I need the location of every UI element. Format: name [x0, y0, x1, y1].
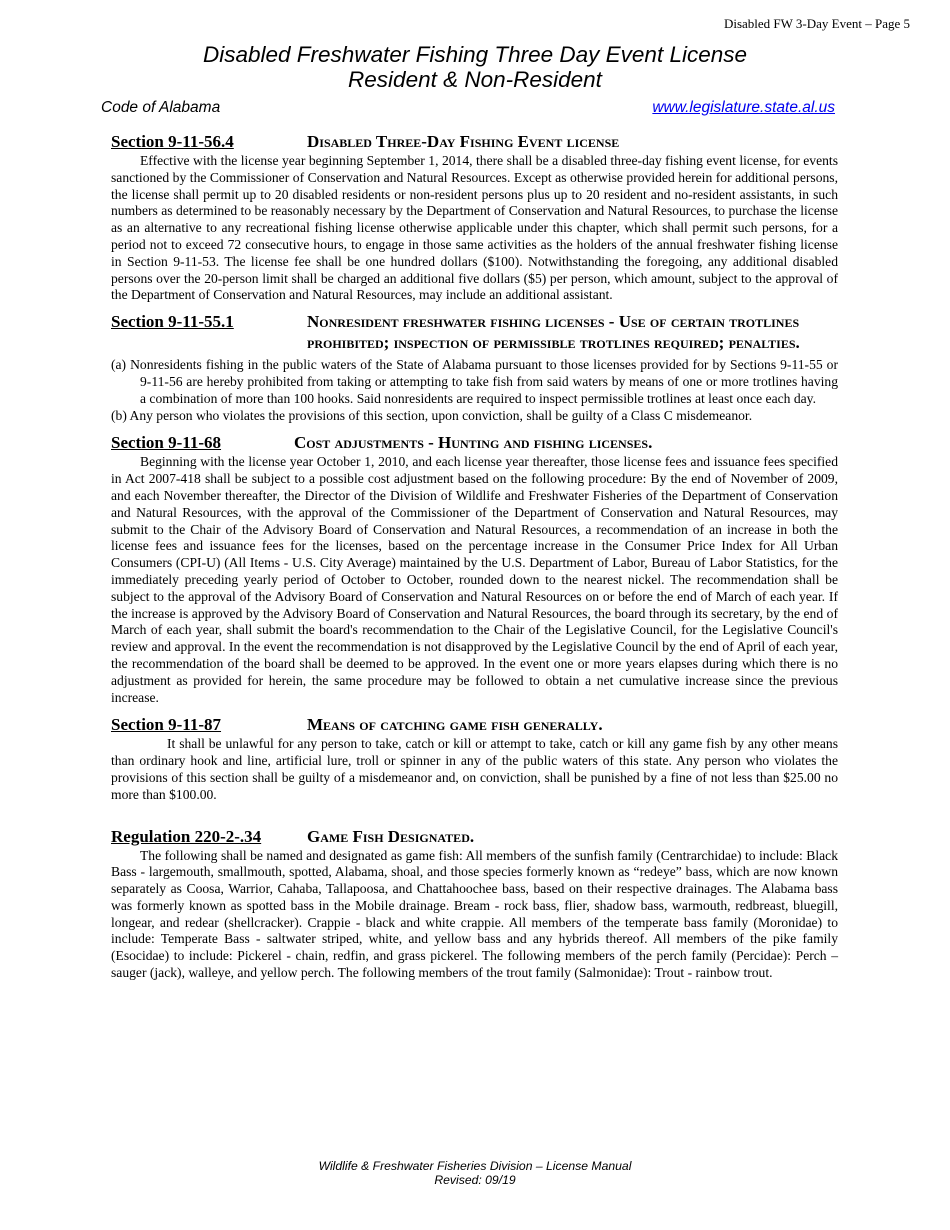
section-heading [111, 714, 838, 736]
source-line [101, 99, 835, 117]
section-number: Regulation 220-2-.34 [111, 826, 262, 846]
section-heading [111, 432, 838, 454]
section-body: Beginning with the license year October 1, 2010, and each license year thereafter, those license fees and issuance fees specified in Act 2007-418 shall be subject to a possible cost adjustment based on the following procedure: By the end of November of 2009, and each November thereafter, the Director of the Division of Wildlife and Freshwater Fisheries of the Department of Conservation and Natural Resources, with the approval of the Commissioner of the Department of Conservation and Natural Resources, may submit to the Chair of the Advisory Board of Conservation and Natural Resources, a recommendation of an increase in both the license fees and issuance fees for the licenses, based on the percentage increase in the Consumer Price Index for All Urban Consumers (CPI-U) (All Items - U.S. City Average) maintained by the U.S. Department of Labor, Bureau of Labor Statistics, for the immediately preceding yearly period of October to October, rounded down to the nearest nickel. The recommendation shall be subject to the approval of the Advisory Board of Conservation and Natural Resources on or before the end of March of each year. If the increase is approved by the Advisory Board of Conservation and Natural Resources, the board through its secretary, by the end of March of each year, shall submit the board's recommendation to the Chair of the Legislative Council, for the Legislative Council's review and approval. In the event the recommendation is not disapproved by the Legislative Council by the end of April of each year, the recommendation of the board shall be deemed to be approved. In the event one or more years elapses during which there is no adjustment as provided for herein, the same procedure may be followed to obtain a net cumulative increase since the previous increase. [111, 454, 838, 705]
title-line-2: Resident & Non-Resident [348, 67, 602, 92]
section-body: Effective with the license year beginning September 1, 2014, there shall be a disabled three-day fishing event license, for events sanctioned by the Commissioner of Conservation and Natural Resources. Except as otherwise provided herein for additional persons, the license shall permit up to 20 disabled residents or non-resident persons plus up to 20 resident and no-resident assistants, in such numbers as determined to be reasonably necessary by the Department of Conservation and Natural Resources, to purchase the license as an alternative to any recreational fishing license otherwise applicable under this chapter, which shall permit such persons, for a period not to exceed 72 consecutive hours, to engage in those same activities as the holders of the annual freshwater fishing license in Section 9-11-53. The license fee shall be one hundred dollars ($100). Notwithstanding the foregoing, any additional disabled persons over the 20-person limit shall be charged an additional five dollars ($5) per person, which amount, subject to the approval of the Department of Conservation and Natural Resources, may include an additional assistant. [111, 153, 838, 303]
list-item-a: (a) Nonresidents fishing in the public waters of the State of Alabama pursuant to those licenses provided for by Sections 9-11-55 or 9-11-56 are hereby prohibited from taking or attempting to take fish from said waters by means of one or more trotlines having a combination of more than 100 hooks. Said nonresidents are required to inspect permissible trotlines at least once each day. [111, 357, 838, 406]
section-title: Game Fish Designated. [307, 826, 475, 846]
section-number: Section 9-11-56.4 [111, 132, 234, 151]
footer-line-2: Revised: 09/19 [434, 1173, 516, 1187]
section-title: Nonresident freshwater fishing licenses - Use of certain trotlines prohibited; inspection of permissible trotlines required; penalties. [307, 312, 800, 353]
title-line-1: Disabled Freshwater Fishing Three Day Event License [203, 42, 747, 67]
section-heading [111, 131, 838, 153]
section-number: Section 9-11-87 [111, 715, 222, 735]
code-label: Code of Alabama [101, 99, 221, 116]
document-body [111, 131, 838, 982]
page-footer [0, 1159, 950, 1187]
section-heading [111, 311, 838, 353]
page-header: Disabled FW 3-Day Event – Page 5 [723, 16, 910, 31]
list-item-b: (b) Any person who violates the provisions of this section, upon conviction, shall be guilty of a Class C misdemeanor. [111, 407, 753, 423]
legislature-link[interactable]: www.legislature.state.al.us [652, 99, 835, 116]
footer-line-1: Wildlife & Freshwater Fisheries Division – License Manual [318, 1159, 632, 1173]
section-body: The following shall be named and designated as game fish: All members of the sunfish family (Centrarchidae) to include: Black Bass - largemouth, smallmouth, spotted, Alabama, shoal, and those species formerly known as “redeye” bass, which are now known separately as Coosa, Warrior, Cahaba, Tallapoosa, and Chattahoochee bass, based on their respective drainages. The Alabama bass was formerly known as spotted bass in the Mobile drainage. Bream - rock bass, flier, shadow bass, warmouth, redbreast, bluegill, longear, and redear (shellcracker). Crappie - black and white crappie. All members of the temperate bass family (Moronidae) to include: Temperate Bass - saltwater striped, white, and yellow bass and any hybrids thereof. All members of the pike family (Esocidae) to include: Pickerel - chain, redfin, and grass pickerel. The following members of the perch family (Percidae): Perch – sauger (jack), walleye, and yellow perch. The following members of the trout family (Salmonidae): Trout - rainbow trout. [111, 847, 838, 981]
section-heading [111, 826, 838, 848]
section-body: It shall be unlawful for any person to take, catch or kill or attempt to take, catch or kill any game fish by any other means than ordinary hook and line, artificial lure, troll or spinner in any of the public waters of this state. Any person who violates the provisions of this section shall be guilty of a misdemeanor and, on conviction, shall be punished by a fine of not less than $25.00 no more than $100.00. [111, 736, 838, 802]
section-number: Section 9-11-55.1 [111, 312, 234, 332]
section-title: Cost adjustments - Hunting and fishing licenses. [294, 433, 653, 453]
section-number: Section 9-11-68 [111, 433, 222, 453]
section-title: Means of catching game fish generally. [307, 715, 603, 735]
section-title: Disabled Three-Day Fishing Event license [307, 132, 620, 151]
document-title [0, 42, 950, 92]
